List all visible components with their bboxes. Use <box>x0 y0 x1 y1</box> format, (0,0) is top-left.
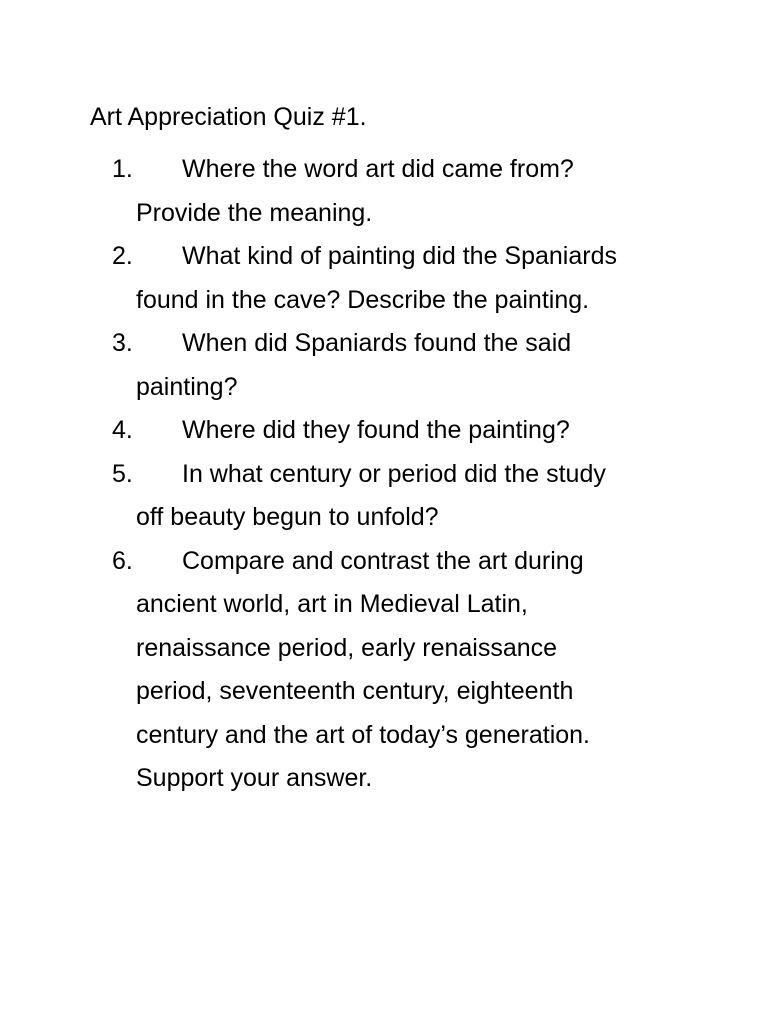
question-text-line: renaissance period, early renaissance <box>136 633 558 662</box>
question-number: 6. <box>112 546 133 575</box>
question-text-line: Where the word art did came from? <box>182 155 574 183</box>
question-item-5 <box>0 453 696 540</box>
question-number: 1. <box>112 155 133 183</box>
question-text-line: In what century or period did the study <box>182 459 606 488</box>
question-text-line: Where did they found the painting? <box>182 416 570 444</box>
question-item-2 <box>0 235 696 322</box>
quiz-title: Art Appreciation Quiz #1. <box>90 103 367 131</box>
question-number: 3. <box>112 329 133 357</box>
question-text-line: What kind of painting did the Spaniards <box>182 242 617 270</box>
question-number: 5. <box>112 459 133 488</box>
question-number: 4. <box>112 416 133 444</box>
question-text-line: found in the cave? Describe the painting. <box>136 285 590 314</box>
question-list <box>0 148 768 801</box>
question-text-line: off beauty begun to unfold? <box>136 503 439 531</box>
question-text-line: ancient world, art in Medieval Latin, <box>136 590 528 618</box>
question-item-1 <box>0 148 696 235</box>
question-number: 2. <box>112 242 133 270</box>
question-text-line: Provide the meaning. <box>136 198 373 227</box>
question-text-line: Compare and contrast the art during <box>182 546 584 575</box>
question-item-3 <box>0 322 696 409</box>
question-text-line: period, seventeenth century, eighteenth <box>136 677 574 705</box>
question-text-line: painting? <box>136 372 238 401</box>
question-item-6 <box>0 540 696 801</box>
question-text-line: century and the art of today’s generation. <box>136 720 591 749</box>
question-text-line: When did Spaniards found the said <box>182 329 572 357</box>
question-text-line: Support your answer. <box>136 764 373 792</box>
question-item-4 <box>0 409 696 453</box>
